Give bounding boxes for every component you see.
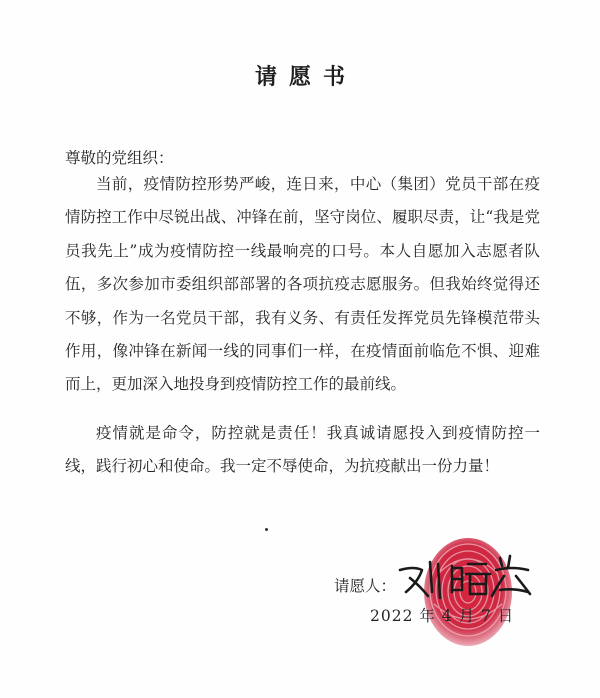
document-title: 请愿书 <box>254 64 357 90</box>
paragraph-text: 当前，疫情防控形势严峻，连日来，中心（集团）党员干部在疫情防控工作中尽锐出战、冲锋在前，坚守岗位、履职尽责，让“我是党员我先上”成为疫情防控一线最响亮的口号。本人自愿加入志愿者队伍，多次参加市委组织部部署的各项抗疫志愿服务。但我始终觉得还不够，作为一名党员干部，我有义务、有责任发挥党员先锋模范带头作用，像冲锋在新闻一线的同事们一样，在疫情面前临危不惧、迎难而上，更加深入地投身到疫情防控工作的最前线。 <box>65 175 540 394</box>
ink-dot <box>265 528 268 531</box>
body-paragraph-2 <box>65 417 540 484</box>
salutation: 尊敬的党组织： <box>65 149 174 167</box>
paragraph-text: 疫情就是命令，防控就是责任！我真诚请愿投入到疫情防控一线，践行初心和使命。我一定不辱使命，为抗疫献出一份力量！ <box>65 424 540 476</box>
handwritten-signature <box>396 548 536 608</box>
signing-date: 2022 年 4 月 7 日 <box>370 607 515 625</box>
signer-label: 请愿人： <box>334 577 397 595</box>
body-paragraph-1 <box>65 168 540 402</box>
